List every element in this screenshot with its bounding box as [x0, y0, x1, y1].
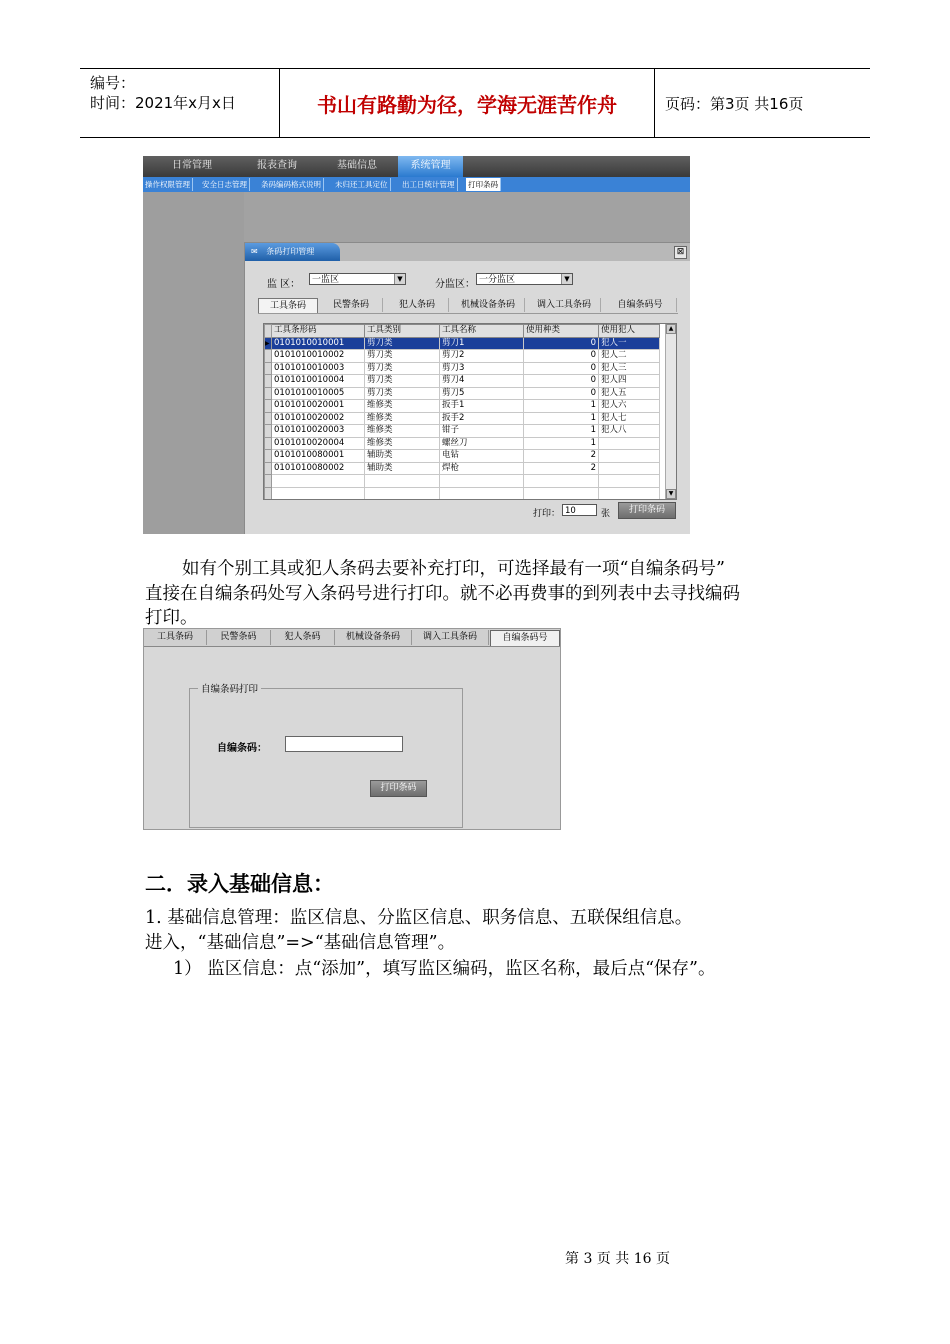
dialog-title: 条码打印管理: [266, 247, 315, 256]
tab-custom-barcode[interactable]: 自编条码号: [604, 298, 677, 312]
tab-transfer-barcode[interactable]: 调入工具条码: [412, 630, 489, 645]
tab-police-barcode[interactable]: 民警条码: [207, 630, 271, 645]
cell-category: 辅助类: [365, 450, 440, 463]
custom-barcode-input[interactable]: [285, 736, 403, 752]
cell-category: 维修类: [365, 437, 440, 450]
cell-barcode: 0101010020002: [272, 412, 365, 425]
tab-police-barcode[interactable]: 民警条码: [320, 298, 383, 312]
cell-barcode: 0101010020003: [272, 425, 365, 438]
row-indicator: [265, 387, 272, 400]
barcode-print-screenshot: [143, 156, 690, 534]
cell-barcode: 0101010080001: [272, 450, 365, 463]
cell-name: 扳手1: [440, 400, 524, 413]
empty-cell: [272, 475, 365, 488]
cell-usage-type: 0: [524, 387, 599, 400]
section-line-3: 1） 监区信息：点“添加”，填写监区编码，监区名称，最后点“保存”。: [173, 959, 716, 979]
cell-prisoner: [599, 462, 660, 475]
cell-name: 剪刀2: [440, 350, 524, 363]
row-indicator: [265, 400, 272, 413]
tab-prisoner-barcode[interactable]: 犯人条码: [386, 298, 449, 312]
cell-barcode: 0101010010002: [272, 350, 365, 363]
cell-prisoner: [599, 437, 660, 450]
submenu-work-stats[interactable]: 出工日统计管理: [400, 178, 458, 191]
group-label: 自编条码打印: [198, 681, 261, 695]
submenu-security-log[interactable]: 安全日志管理: [200, 178, 250, 191]
page-footer: 第 3 页 共 16 页: [565, 1251, 670, 1267]
cell-name: 焊枪: [440, 462, 524, 475]
main-menubar: [143, 156, 690, 177]
section-heading: 二．录入基础信息：: [145, 872, 334, 896]
tab-tool-barcode[interactable]: 工具条码: [144, 630, 207, 645]
cell-barcode: 0101010020004: [272, 437, 365, 450]
col-barcode[interactable]: 工具条形码: [272, 325, 365, 338]
tool-barcode-table: [263, 323, 677, 500]
row-indicator: [265, 425, 272, 438]
cell-usage-type: 0: [524, 350, 599, 363]
section-line-1: 1. 基础信息管理：监区信息、分监区信息、职务信息、五联保组信息。: [145, 908, 693, 928]
cell-name: 钳子: [440, 425, 524, 438]
close-icon[interactable]: ⊠: [674, 246, 687, 259]
submenu-barcode-format[interactable]: 条码编码格式说明: [259, 178, 324, 191]
table-row[interactable]: [265, 462, 660, 475]
submenu-permissions[interactable]: 操作权限管理: [143, 178, 193, 191]
tab-custom-barcode[interactable]: 自编条码号: [490, 630, 560, 646]
cell-name: 电钻: [440, 450, 524, 463]
scroll-up-icon[interactable]: ▲: [666, 324, 676, 334]
prison-value: 一监区: [312, 275, 340, 285]
print-qty-input[interactable]: 10: [562, 504, 597, 516]
cell-usage-type: 0: [524, 375, 599, 388]
prison-select[interactable]: [309, 273, 406, 285]
table-row[interactable]: [265, 425, 660, 438]
print-qty-label: 打印：: [533, 509, 561, 519]
submenu-print-barcode[interactable]: 打印条码: [466, 178, 501, 191]
cell-name: 剪刀5: [440, 387, 524, 400]
menu-daily[interactable]: 日常管理: [172, 160, 212, 171]
menu-basic-info[interactable]: 基础信息: [337, 160, 377, 171]
table-row[interactable]: [265, 337, 660, 350]
row-indicator-header: [265, 325, 272, 338]
row-indicator: [265, 362, 272, 375]
tab-tool-barcode[interactable]: 工具条码: [258, 298, 318, 313]
number-label: 编号：: [90, 74, 136, 92]
dialog-app-icon: ✉: [251, 247, 258, 256]
table-row[interactable]: [265, 350, 660, 363]
cell-usage-type: 2: [524, 450, 599, 463]
empty-cell: [524, 487, 599, 500]
prison-label: 监 区：: [267, 279, 301, 290]
cell-category: 剪刀类: [365, 362, 440, 375]
table-row[interactable]: [265, 400, 660, 413]
submenu-bar: [143, 177, 690, 192]
empty-cell: [440, 475, 524, 488]
cell-prisoner: 犯人三: [599, 362, 660, 375]
custom-barcode-screenshot: [143, 628, 561, 830]
print-barcode-button[interactable]: 打印条码: [618, 502, 676, 519]
cell-name: 剪刀4: [440, 375, 524, 388]
table-row[interactable]: [265, 437, 660, 450]
cell-name: 扳手2: [440, 412, 524, 425]
barcode-tabs: [258, 298, 678, 314]
print-barcode-button[interactable]: 打印条码: [370, 780, 427, 797]
cell-usage-type: 1: [524, 425, 599, 438]
col-usage-type[interactable]: 使用种类: [524, 325, 599, 338]
cell-name: 螺丝刀: [440, 437, 524, 450]
row-indicator: [265, 350, 272, 363]
empty-cell: [524, 475, 599, 488]
row-indicator: [265, 462, 272, 475]
paragraph-line-1: 如有个别工具或犯人条码去要补充打印，可选择最有一项“自编条码号”: [182, 559, 725, 579]
tab-machine-barcode[interactable]: 机械设备条码: [335, 630, 412, 645]
cell-usage-type: 1: [524, 400, 599, 413]
cell-name: 剪刀3: [440, 362, 524, 375]
cell-category: 剪刀类: [365, 350, 440, 363]
col-category[interactable]: 工具类别: [365, 325, 440, 338]
header-page-label: 页码：第3页 共16页: [665, 94, 804, 113]
current-row-arrow-icon: ▶: [265, 337, 272, 350]
table-row[interactable]: [265, 412, 660, 425]
cell-usage-type: 0: [524, 337, 599, 350]
dialog-titlebar: [245, 243, 690, 261]
custom-barcode-label: 自编条码：: [217, 743, 267, 754]
cell-category: 维修类: [365, 400, 440, 413]
empty-row: [265, 475, 660, 488]
tab-prisoner-barcode[interactable]: 犯人条码: [271, 630, 335, 645]
cell-barcode: 0101010010004: [272, 375, 365, 388]
empty-cell: [599, 475, 660, 488]
cell-category: 剪刀类: [365, 337, 440, 350]
table-header-row: [265, 325, 660, 338]
unit-label: 张: [601, 509, 611, 519]
time-label: 时间：2021年x月x日: [90, 94, 236, 112]
empty-cell: [272, 487, 365, 500]
table-row[interactable]: [265, 387, 660, 400]
custom-barcode-group: [189, 684, 463, 828]
menu-system[interactable]: 系统管理: [398, 156, 463, 177]
cell-category: 剪刀类: [365, 375, 440, 388]
table: [264, 324, 660, 500]
row-indicator: [265, 437, 272, 450]
cell-name: 剪刀1: [440, 337, 524, 350]
empty-cell: [365, 487, 440, 500]
paragraph-line-2: 直接在自编条码处写入条码号进行打印。就不必再费事的到列表中去寻找编码: [145, 584, 740, 604]
cell-category: 剪刀类: [365, 387, 440, 400]
tab-machine-barcode[interactable]: 机械设备条码: [452, 298, 525, 312]
cell-prisoner: [599, 450, 660, 463]
dialog-title-tab: [245, 243, 340, 261]
cell-prisoner: 犯人一: [599, 337, 660, 350]
col-prisoner[interactable]: 使用犯人: [599, 325, 660, 338]
cell-barcode: 0101010020001: [272, 400, 365, 413]
cell-usage-type: 1: [524, 437, 599, 450]
row-indicator: [265, 375, 272, 388]
cell-barcode: 0101010080002: [272, 462, 365, 475]
cell-prisoner: 犯人八: [599, 425, 660, 438]
section-line-2: 进入，“基础信息”=>“基础信息管理”。: [145, 933, 456, 953]
cell-usage-type: 2: [524, 462, 599, 475]
barcode-print-dialog: [244, 242, 690, 534]
header-meta: [80, 69, 280, 137]
col-name[interactable]: 工具名称: [440, 325, 524, 338]
tab-transfer-barcode[interactable]: 调入工具条码: [528, 298, 601, 312]
cell-usage-type: 1: [524, 412, 599, 425]
cell-prisoner: 犯人五: [599, 387, 660, 400]
cell-prisoner: 犯人六: [599, 400, 660, 413]
scroll-down-icon[interactable]: ▼: [666, 489, 676, 499]
empty-row: [265, 487, 660, 500]
page-header: [80, 68, 870, 138]
cell-category: 维修类: [365, 412, 440, 425]
table-scrollbar[interactable]: [665, 324, 676, 499]
empty-cell: [365, 475, 440, 488]
paragraph-line-3: 打印。: [145, 608, 198, 628]
menu-reports[interactable]: 报表查询: [257, 160, 297, 171]
table-row[interactable]: [265, 375, 660, 388]
empty-cell: [265, 487, 272, 500]
submenu-unreturned-tools[interactable]: 未归还工具定位: [333, 178, 391, 191]
chevron-down-icon[interactable]: ▼: [561, 274, 572, 284]
cell-usage-type: 0: [524, 362, 599, 375]
row-indicator: [265, 412, 272, 425]
table-row[interactable]: [265, 450, 660, 463]
left-pane: [143, 192, 244, 534]
cell-prisoner: 犯人七: [599, 412, 660, 425]
table-row[interactable]: [265, 362, 660, 375]
subprison-label: 分监区：: [435, 279, 475, 290]
cell-barcode: 0101010010001: [272, 337, 365, 350]
barcode-tabs: [144, 629, 561, 647]
row-indicator: [265, 450, 272, 463]
cell-prisoner: 犯人四: [599, 375, 660, 388]
empty-cell: [599, 487, 660, 500]
chevron-down-icon[interactable]: ▼: [394, 274, 405, 284]
cell-barcode: 0101010010005: [272, 387, 365, 400]
cell-prisoner: 犯人二: [599, 350, 660, 363]
cell-category: 辅助类: [365, 462, 440, 475]
header-motto: 书山有路勤为径，学海无涯苦作舟: [280, 69, 655, 137]
cell-barcode: 0101010010003: [272, 362, 365, 375]
subprison-select[interactable]: [476, 273, 573, 285]
subprison-value: 一分监区: [479, 275, 516, 285]
empty-cell: [440, 487, 524, 500]
empty-cell: [265, 475, 272, 488]
cell-category: 维修类: [365, 425, 440, 438]
